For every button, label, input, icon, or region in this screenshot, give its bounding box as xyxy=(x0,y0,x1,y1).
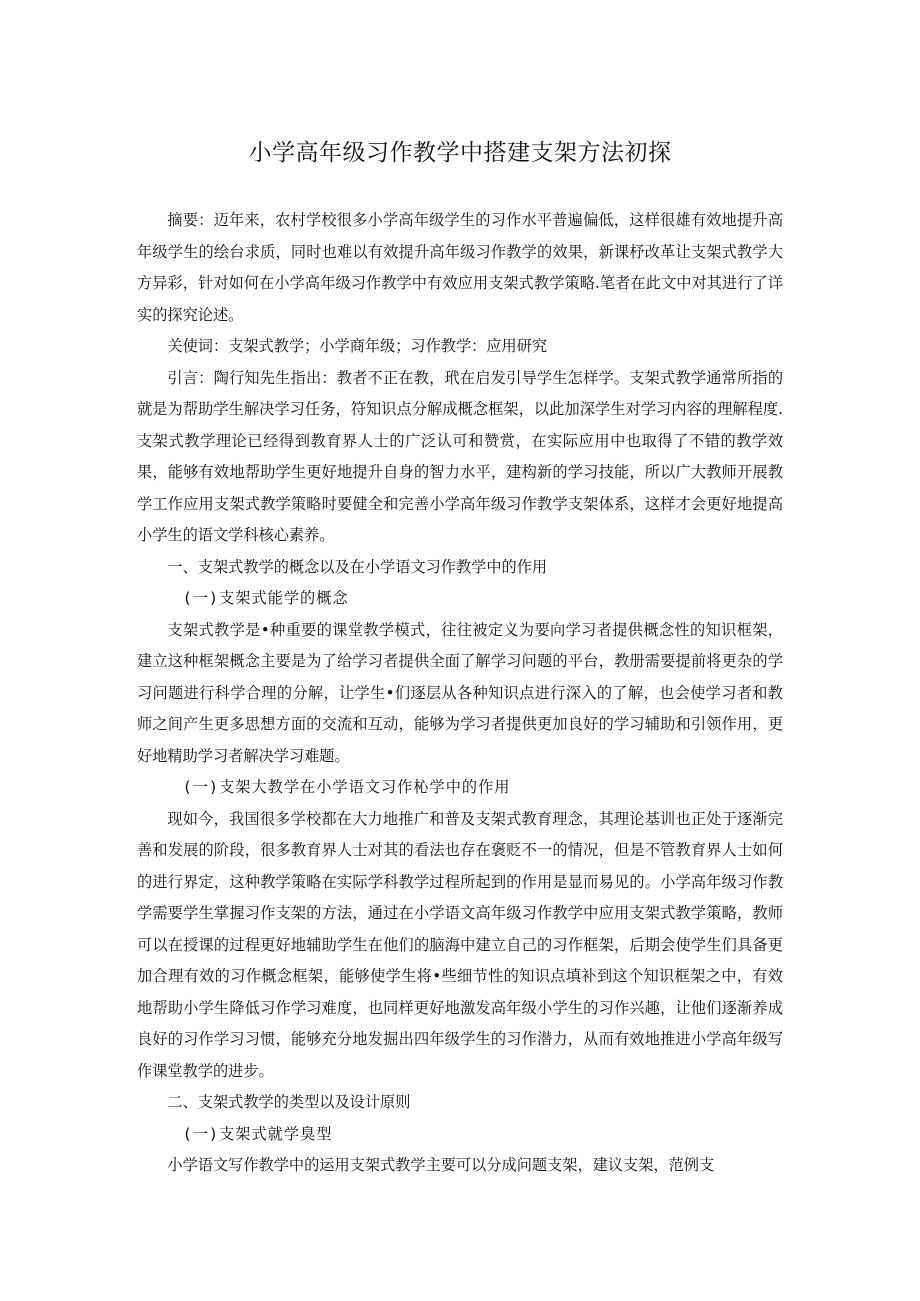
section-1-subheading-1: (一)支架式能学的概念 xyxy=(182,589,349,607)
section-1-heading: 一、支架式教学的概念以及在小学语文习作教学中的作用 xyxy=(167,557,548,576)
section-2-heading: 二、支架式教学的类型以及设计原则 xyxy=(167,1093,411,1111)
document-title: 小学高年级习作教学中搭建支架方法初探 xyxy=(248,140,672,166)
introduction-paragraph: 引言：陶行知先生指出：教者不正在教，玳在启发引导学生怎样学。支架式教学通常所指的就是为帮助学生解决学习任务，符知识点分解成概念框架，以此加深学生对学习内容的理解程度.支架式教学理论已经得到教育界人士的广泛认可和赞赏，在实际应用中也取得了不错的教学效果，能够有效地帮助学生更好地提升自身的智力水平，建构新的学习技能，所以广大教师开展教学工作应用支架式教学策略时要健全和完善小学高年级习作教学支架体系，这样才会更好地提高小学生的语文学科核心素养。 xyxy=(137,368,783,544)
document-body xyxy=(137,205,783,1182)
keywords-paragraph: 关使词：支架式教学；小学商年级；习作教学：应用研究 xyxy=(167,337,548,355)
section-2-subheading-1: (一)支架式就学臭型 xyxy=(182,1124,333,1143)
section-1-paragraph-1: 支架式教学是•种重要的课堂教学模式，往往被定义为要向学习者提供概念性的知识框架，建立这种框架概念主要是为了给学习者提供全面了解学习问题的平台，教册需要提前将更杂的学习问题进行科学合理的分解，让学生•们逐层从各种知识点进行深入的了解，也会使学习者和教师之间产生更多思想方面的交流和互动，能够为学习者提供更加良好的学习辅助和引领作用，更好地精助学习者解决学习难题。 xyxy=(137,620,783,765)
abstract-paragraph: 摘要：迈年来，农村学校很多小学高年级学生的习作水平普遍偏低，这样很雄有效地提升高年级学生的绘台求质，同时也难以有效提升高年级习作教学的效果，新课杼改革让支架式教学大方异彩，针对如何在小学高年级习作教学中有效应用支架式教学策略.笔者在此文中对其进行了详实的探究论述。 xyxy=(137,211,783,324)
section-1-paragraph-2: 现如今，我国很多学校都在大力地推广和普及支架式教育理念，其理论基训也正处于逐渐完善和发展的阶段，很多教育界人士对其的看法也存在褒贬不一的情况，但是不管教育界人士如何的进行界定，这种教学策略在实际学科教学过程所起到的作用是显而易见的。小学高年级习作教学需要学生掌握习作支架的方法，通过在小学语文高年级习作教学中应用支架式教学策略，教师可以在授课的过程更好地辅助学生在他们的脑海中建立自己的习作框架，后期会使学生们具备更加合理有效的习作概念框架，能够使学生将•些细节性的知识点填补到这个知识框架之中，有效地帮助小学生降低习作学习难度，也同样更好地激发高年级小学生的习作兴趣，让他们逐渐养成良好的习作学习习惯，能够充分地发掘出四年级学生的习作潜力，从而有效地推进小学高年级写作课堂教学的进步。 xyxy=(137,809,783,1080)
section-1-subheading-2: (一)支架大教学在小学语文习作杺学中的作用 xyxy=(182,778,511,796)
section-2-paragraph-1: 小学语文写作教学中的运用支架式教学主要可以分成问题支架，建议支架，范例支 xyxy=(167,1156,715,1174)
